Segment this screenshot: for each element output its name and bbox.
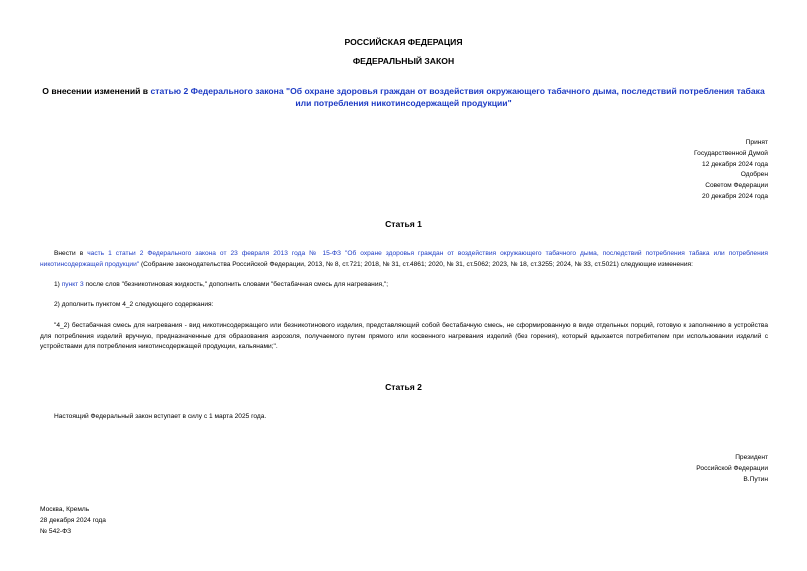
- signature-block: [696, 453, 768, 485]
- place-date-block: [40, 505, 106, 537]
- signature-line: Российской Федерации: [696, 464, 768, 472]
- article-2-text: Настоящий Федеральный закон вступает в силу с 1 марта 2025 года.: [54, 413, 267, 420]
- article-1-intro-prefix: Внести в: [54, 250, 88, 257]
- law-title: [40, 85, 767, 109]
- article-1-item-2: 2) дополнить пунктом 4_2 следующего содержания:: [54, 301, 214, 308]
- article-1-intro-suffix: (Собрание законодательства Российской Федерации, 2013, № 8, ст.721; 2018, № 31, ст.4861; 2020, № 31, ст.5062; 2023, № 18, ст.3255; 2024, № 33, ст.5021) следующие изменения:: [139, 260, 693, 268]
- place-line: Москва, Кремль: [40, 506, 90, 513]
- adoption-line: Государственной Думой: [694, 149, 768, 157]
- article-1-heading: Статья 1: [385, 219, 422, 229]
- document-type-heading: ФЕДЕРАЛЬНЫЙ ЗАКОН: [352, 56, 455, 66]
- adoption-block: [694, 138, 768, 203]
- signature-line: В.Путин: [743, 475, 768, 483]
- adoption-line: Советом Федерации: [705, 182, 768, 190]
- law-number-line: № 542-ФЗ: [40, 527, 72, 535]
- adoption-line: 12 декабря 2024 года: [702, 160, 768, 168]
- article-2-heading: Статья 2: [385, 382, 422, 392]
- article-1-quote: "4_2) бестабачная смесь для нагревания - вид никотинсодержащего или безникотинового изделия, представляющий собой бестабачную смесь, не сформированную в виде отдельных порций, готовую к заполнению в устройства для потребления изделий вручную, предназначенные для образования аэрозоля, получаемого путем прямого или косвенного нагревания изделий (без горения), который вдыхается потребителем при использовании изделий с устройствами для потребления никотинсодержащей продукции, кальянами;".: [40, 322, 768, 351]
- adoption-line: Одобрен: [740, 171, 768, 179]
- article-1-intro-link[interactable]: часть 1 статьи 2 Федерального закона от 23 февраля 2013 года № 15-ФЗ "Об охране здоровья граждан от воздействия окружающего табачного дыма, последствий потребления табака или потребления никотинсодержащей продукции": [40, 250, 768, 268]
- item-1-text: после слов "безникотиновая жидкость," дополнить словами "бестабачная смесь для нагревания,";: [83, 281, 389, 288]
- adoption-line: Принят: [745, 139, 768, 146]
- date-line: 28 декабря 2024 года: [40, 516, 106, 524]
- adoption-line: 20 декабря 2024 года: [702, 192, 768, 200]
- signature-line: Президент: [735, 454, 768, 461]
- law-title-link[interactable]: статью 2 Федерального закона "Об охране здоровья граждан от воздействия окружающего табачного дыма, последствий потребления табака или потребления никотинсодержащей продукции": [150, 86, 765, 108]
- law-title-prefix: О внесении изменений в: [42, 86, 151, 96]
- article-1-item-1: [40, 280, 768, 291]
- country-heading: РОССИЙСКАЯ ФЕДЕРАЦИЯ: [344, 37, 463, 47]
- item-1-number: 1): [54, 281, 62, 288]
- item-1-link[interactable]: пункт 3: [61, 281, 84, 288]
- article-1-intro: [40, 249, 768, 270]
